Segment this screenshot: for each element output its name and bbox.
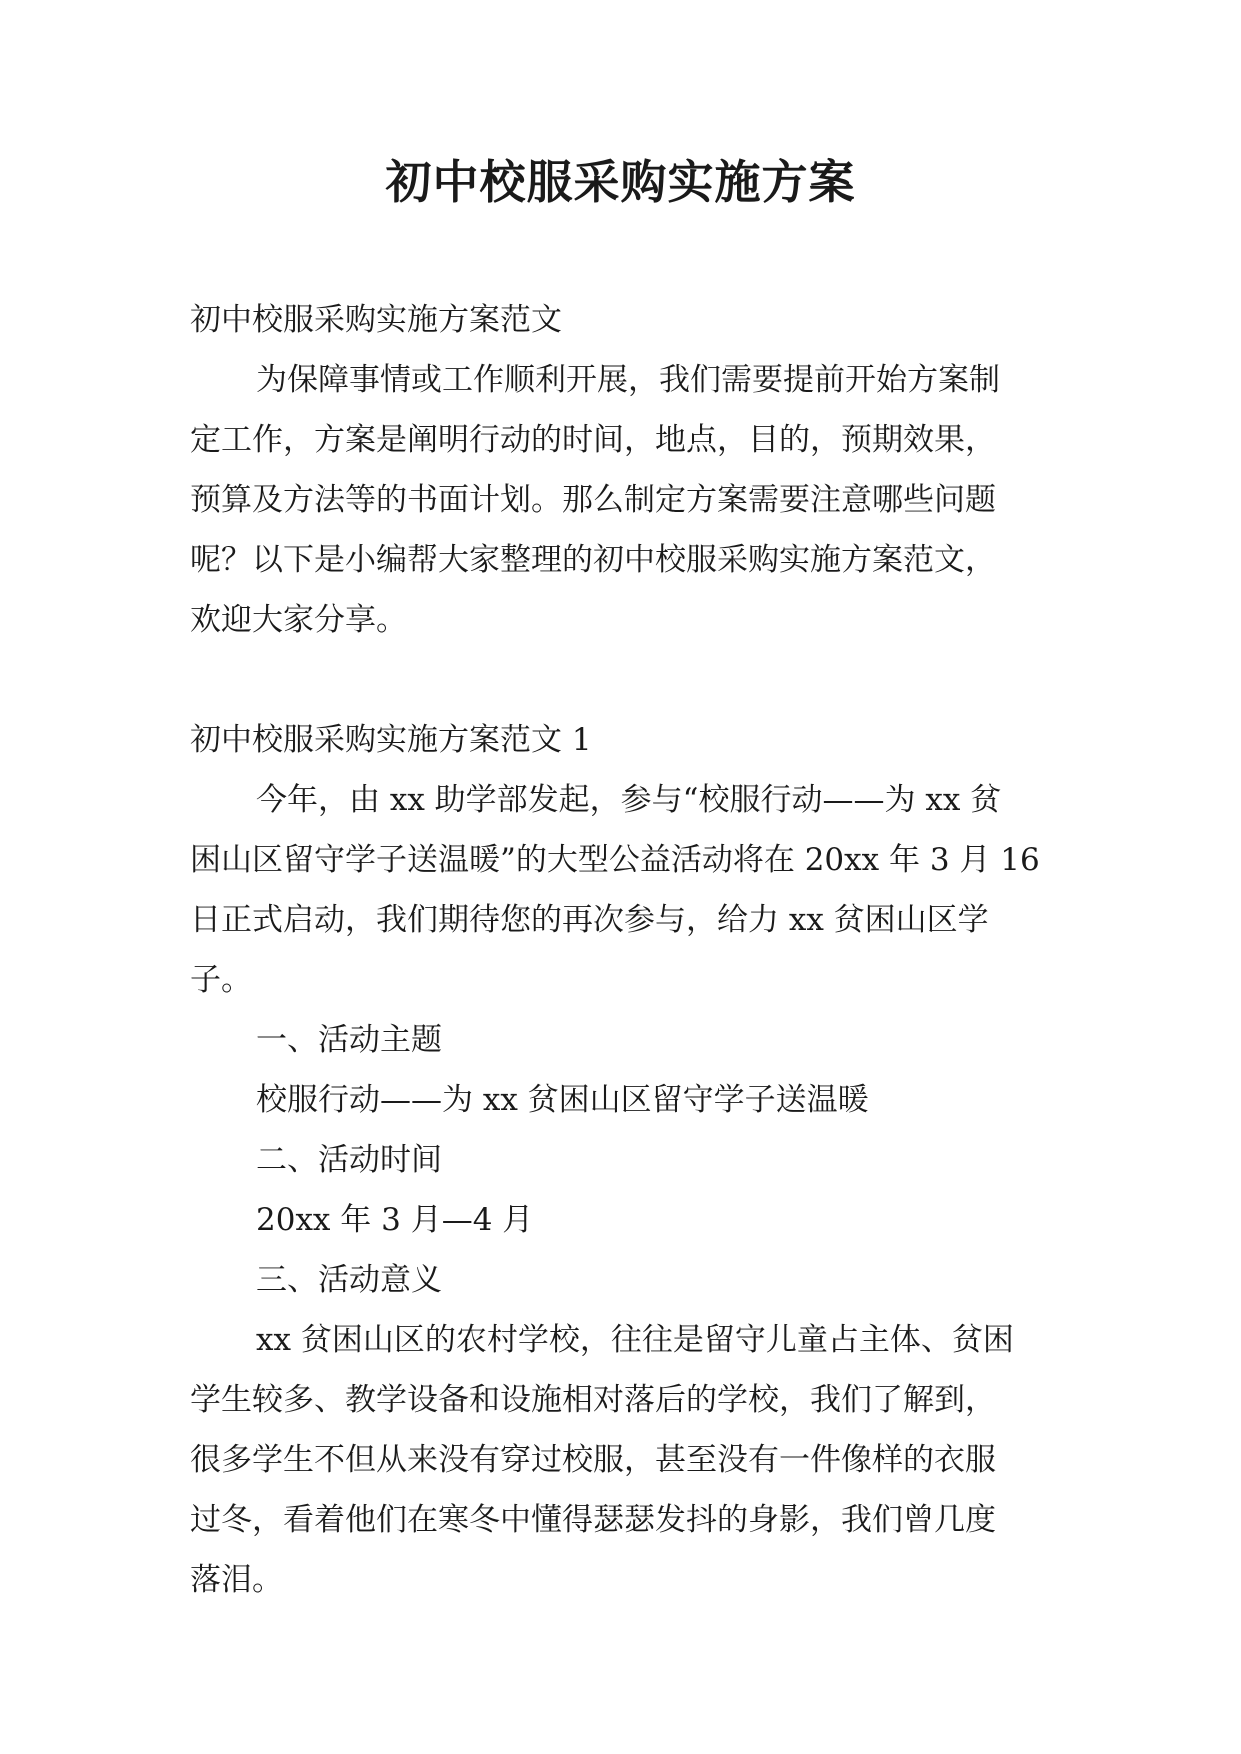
document-subtitle: 初中校服采购实施方案范文 (190, 302, 562, 338)
intro-line: 呢？以下是小编帮大家整理的初中校服采购实施方案范文， (190, 542, 996, 578)
section-paragraph (190, 770, 1060, 1010)
intro-line: 欢迎大家分享。 (190, 602, 407, 638)
significance-paragraph (190, 1310, 1060, 1610)
section-heading: 初中校服采购实施方案范文 1 (190, 722, 592, 758)
item-text-theme: 校服行动——为 xx 贫困山区留守学子送温暖 (256, 1082, 869, 1118)
paragraph-line: xx 贫困山区的农村学校，往往是留守儿童占主体、贫困 (256, 1322, 1014, 1358)
intro-paragraph (190, 350, 1060, 650)
document-body (190, 290, 1060, 1610)
paragraph-line: 落泪。 (190, 1562, 283, 1598)
paragraph-line: 学生较多、教学设备和设施相对落后的学校，我们了解到， (190, 1382, 996, 1418)
paragraph-gap (190, 650, 1060, 710)
item-heading-time: 二、活动时间 (256, 1142, 442, 1178)
paragraph-line: 过冬，看着他们在寒冬中懂得瑟瑟发抖的身影，我们曾几度 (190, 1502, 996, 1538)
item-text-time: 20xx 年 3 月—4 月 (256, 1202, 534, 1238)
paragraph-line: 困山区留守学子送温暖”的大型公益活动将在 20xx 年 3 月 16 (190, 842, 1040, 878)
document-title: 初中校服采购实施方案 (385, 155, 856, 209)
paragraph-line: 很多学生不但从来没有穿过校服，甚至没有一件像样的衣服 (190, 1442, 996, 1478)
item-heading-significance: 三、活动意义 (256, 1262, 442, 1298)
intro-line: 预算及方法等的书面计划。那么制定方案需要注意哪些问题 (190, 482, 996, 518)
paragraph-line: 子。 (190, 962, 252, 998)
intro-line: 定工作，方案是阐明行动的时间，地点，目的，预期效果， (190, 422, 996, 458)
item-heading-theme: 一、活动主题 (256, 1022, 442, 1058)
paragraph-line: 今年，由 xx 助学部发起，参与“校服行动——为 xx 贫 (256, 782, 1002, 818)
paragraph-line: 日正式启动，我们期待您的再次参与，给力 xx 贫困山区学 (190, 902, 989, 938)
intro-line: 为保障事情或工作顺利开展，我们需要提前开始方案制 (256, 362, 1000, 398)
